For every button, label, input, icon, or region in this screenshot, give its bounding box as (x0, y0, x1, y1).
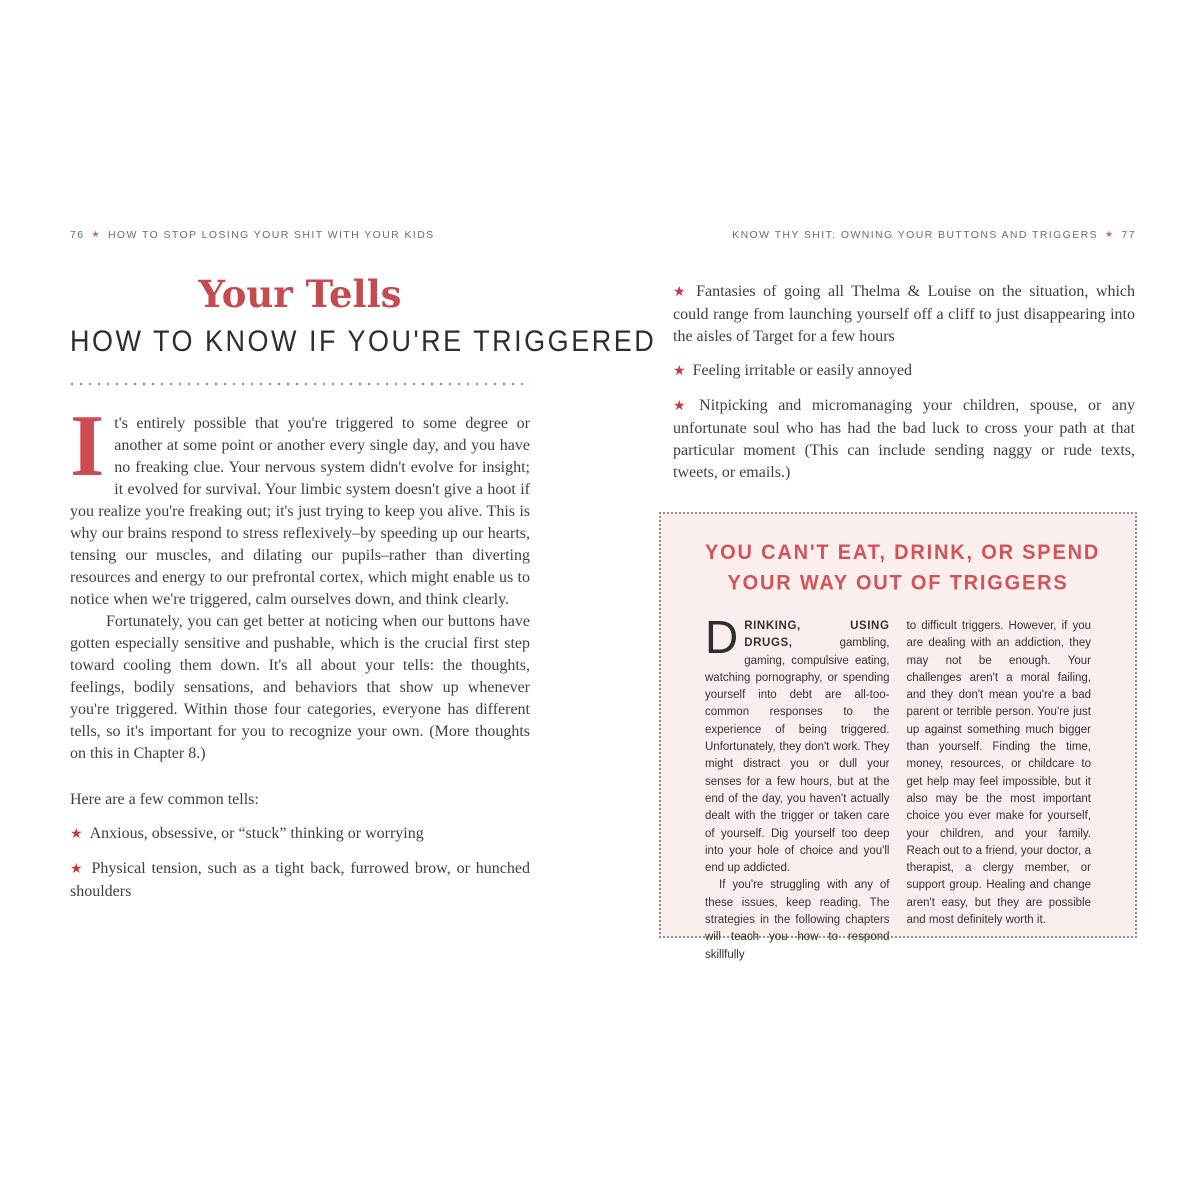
paragraph-2: Fortunately, you can get better at noticing when our buttons have gotten especially sensitive and pushable, which is the crucial first step toward cooling them down. It's all about your tells: the thoughts, feelings, bodily sensations, and behaviors that show up whenever you're triggered. Within those four categories, everyone has different tells, so it's important for you to recognize your own. (More thoughts on this in Chapter 8.) (70, 613, 530, 762)
callout-paragraph-1-text: gambling, gaming, compulsive eating, watching pornography, or spending yourself into debt are all-too-common responses to the experience of being triggered. Unfortunately, they don't work. They might distract you or dull your senses for a few hours, but at the end of the day, you haven't actually dealt with the trigger or taken care of yourself. Dig yourself too deep into your hole of choice and you'll end up addicted. (705, 637, 890, 875)
chapter-title: Your Tells (198, 272, 402, 316)
bullet-text: Nitpicking and micromanaging your children, spouse, or any unfortunate soul who has had the bad luck to cross your path at that particular moment (This can include sending naggy or rude texts, tweets, or emails.) (673, 397, 1135, 481)
paragraph-1-text: t's entirely possible that you're triggered to some degree or another at some point or another every single day, and you have no freaking clue. Your nervous system didn't evolve for insight; it evolved for survival. Your limbic system doesn't give a hoot if you realize you're freaking out; it's just trying to keep you alive. This is why our brains respond to stress reflexively–by speeding up our hearts, tensing our muscles, and dilating our pupils–rather than diverting resources and energy to our prefrontal cortex, which might enable us to notice when we're triggered, calm ourselves down, and think clearly. (70, 415, 530, 608)
running-header-right (732, 229, 1136, 241)
star-bullet-icon: ★ (673, 364, 686, 379)
callout-paragraph-3: to difficult triggers. However, if you are dealing with an addiction, they may not be enough. Your challenges aren't a moral failing, and they don't mean you're a bad parent or terrible person. You're just up against something much bigger than yourself. Finding the time, money, resources, or childcare to get help may feel impossible, but it also may be the most important choice you ever make for yourself, your children, and your family. Reach out to a friend, your doctor, a therapist, a clergy member, or support group. Healing and change aren't easy, but they are possible and most definitely worth it. (906, 620, 1091, 927)
bullet-text: Fantasies of going all Thelma & Louise on the situation, which could range from launching yourself off a cliff to just disappearing into the aisles of Target for a few hours (673, 283, 1135, 345)
chapter-subtitle: HOW TO KNOW IF YOU'RE TRIGGERED (70, 325, 657, 358)
page-number-right: 77 (1121, 229, 1136, 241)
bullet-text: Feeling irritable or easily annoyed (692, 362, 913, 379)
callout-title-line1: YOU CAN'T EAT, DRINK, OR SPEND (705, 541, 1101, 565)
running-title-left: HOW TO STOP LOSING YOUR SHIT WITH YOUR KIDS (107, 229, 435, 241)
page-number-left: 76 (70, 229, 85, 241)
callout-paragraph-1 (705, 611, 890, 877)
bullet-item (673, 360, 1135, 383)
star-icon: ★ (91, 229, 101, 239)
right-page (673, 281, 1135, 496)
callout-drop-cap: D (705, 611, 739, 663)
callout-column-left (705, 611, 890, 964)
bullet-text: Physical tension, such as a tight back, furrowed brow, or hunched shoulders (70, 860, 530, 900)
bullet-item (673, 395, 1135, 484)
dotted-separator (70, 382, 530, 386)
running-title-right: KNOW THY SHIT: OWNING YOUR BUTTONS AND TRIGGERS (732, 229, 1099, 241)
callout-box (659, 512, 1137, 961)
callout-column-right (907, 618, 1092, 964)
left-page (70, 272, 657, 903)
star-bullet-icon: ★ (673, 399, 693, 414)
bullet-text: Anxious, obsessive, or “stuck” thinking or worrying (89, 825, 424, 842)
bullet-item (70, 823, 530, 846)
star-bullet-icon: ★ (673, 285, 690, 300)
bullet-item (70, 858, 530, 903)
star-bullet-icon: ★ (70, 827, 83, 842)
star-bullet-icon: ★ (70, 862, 85, 877)
paragraph-1 (70, 398, 530, 611)
callout-paragraph-2: If you're struggling with any of these issues, keep reading. The strategies in the following chapters will teach you how to respond skillfully (705, 879, 890, 961)
callout-columns (705, 611, 1091, 964)
callout-lead-in: RINKING, USING DRUGS, (744, 620, 890, 650)
running-header-left (70, 229, 435, 241)
callout-title (705, 538, 1101, 599)
bullet-item (673, 281, 1135, 348)
star-icon: ★ (1105, 229, 1115, 239)
drop-cap: I (70, 398, 105, 495)
callout-title-line2: YOUR WAY OUT OF TRIGGERS (727, 571, 1069, 595)
tells-intro: Here are a few common tells: (70, 791, 259, 808)
